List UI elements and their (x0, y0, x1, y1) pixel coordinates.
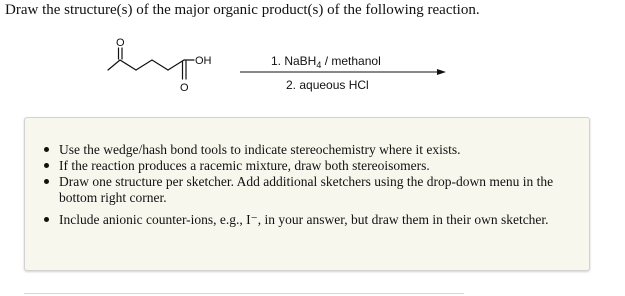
step1-text (271, 54, 381, 70)
bond-c3-c4 (152, 60, 168, 70)
step2-text: 2. aqueous HCl (286, 78, 369, 92)
instruction-item-racemic: If the reaction produces a racemic mixture, draw both stereoisomers. (59, 158, 581, 174)
acid-oxygen-label: O (180, 82, 189, 94)
ketone-oxygen-label: O (116, 37, 125, 49)
bond-methyl (108, 60, 120, 70)
instructions-box (24, 117, 590, 271)
step1-reagent: 1. NaBH (271, 54, 317, 68)
question-prompt: Draw the structure(s) of the major organic product(s) of the following reaction. (5, 2, 480, 18)
instruction-item-counter-ions: Include anionic counter-ions, e.g., I⁻, in your answer, but draw them in their own sketcher. (59, 212, 581, 228)
divider (24, 293, 464, 294)
reaction-conditions (238, 48, 450, 96)
step1-subscript: 4 (316, 60, 322, 70)
bond-c4-c5 (168, 60, 184, 70)
instruction-item-stereo: Use the wedge/hash bond tools to indicate stereochemistry where it exists. (59, 142, 581, 158)
bond-ketone-c2 (120, 60, 136, 70)
bond-c2-c3 (136, 60, 152, 70)
step1-solvent: / methanol (321, 54, 381, 68)
instructions-list (59, 142, 581, 228)
hydroxyl-label: OH (195, 55, 212, 67)
instruction-item-sketchers: Draw one structure per sketcher. Add additional sketchers using the drop-down menu in the bottom right corner. (59, 174, 581, 206)
reactant-structure (100, 36, 220, 100)
reaction-arrow-head (437, 69, 446, 75)
